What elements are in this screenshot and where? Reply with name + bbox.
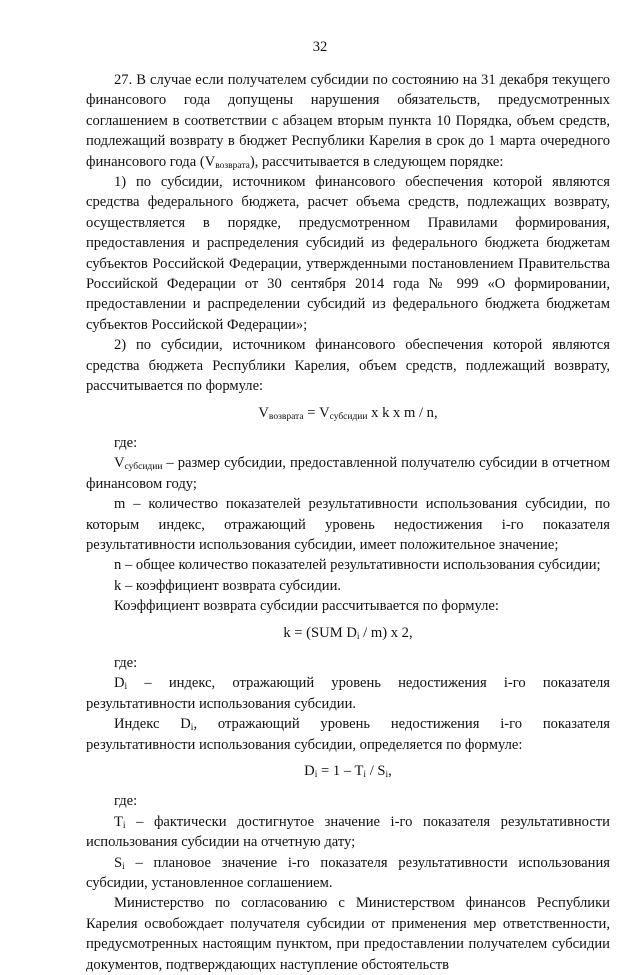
definition-t: $T_i$ – фактически достигнутое значение i-го показателя результативности использования субсидии на отчетную дату; bbox=[86, 813, 610, 851]
definition-s: $S_i$ – плановое значение i-го показателя результативности использования субсидии, установленное соглашением. bbox=[86, 854, 610, 892]
formula-d: $D_i = 1 - T_i / S_i$, bbox=[304, 763, 392, 780]
ministry-paragraph: Министерство по согласованию с Министерством финансов Республики Карелия освобождает получателя субсидии от применения мер ответственности, предусмотренных настоящим пунктом, при предоставлении получателем субсидии документов, подтверждающих наступление обстоятельств bbox=[86, 895, 610, 973]
definition-d: $D_i$ – индекс, отражающий уровень недостижения i-го показателя результативности использования субсидии. bbox=[86, 675, 610, 712]
where-label-2: где: bbox=[114, 654, 138, 671]
document-body bbox=[86, 70, 610, 975]
definition-v-subsidy: $V_{субсидии}$ – размер субсидии, предоставленной получателю субсидии в отчетном финансовом году; bbox=[86, 455, 610, 492]
list-item-2: 2) по субсидии, источником финансового обеспечения которой являются средства бюджета Республики Карелия, объем средств, подлежащий возврату, рассчитывается по формуле: bbox=[86, 337, 610, 395]
k-intro: Коэффициент возврата субсидии рассчитывается по формуле: bbox=[114, 598, 499, 615]
formula-return-volume: $V_{возврата} = V_{субсидии}$ x k x m / n, bbox=[258, 404, 438, 422]
definition-n: n – общее количество показателей результативности использования субсидии; bbox=[114, 557, 601, 574]
page-number: 32 bbox=[312, 39, 328, 55]
formula-k: k = (SUM $D_i / m$) x 2, bbox=[283, 624, 413, 642]
definition-m: m – количество показателей результативности использования субсидии, по которым индекс, отражающий уровень недостижения i-го показателя результативности использования субсидии, имеет положительное значение; bbox=[86, 496, 610, 553]
where-label-3: где: bbox=[114, 793, 138, 810]
index-d-intro: Индекс $D_i$, отражающий уровень недостижения i-го показателя результативности использования субсидии, определяется по формуле: bbox=[86, 716, 610, 753]
definition-k: k – коэффициент возврата субсидии. bbox=[114, 577, 342, 594]
where-label-1: где: bbox=[114, 434, 138, 451]
list-item-1: 1) по субсидии, источником финансового обеспечения которой являются средства федерального бюджета, расчет объема средств, подлежащих возврату, осуществляется в порядке, предусмотренном Правилами формирования, предоставления и распределения субсидий из федерального бюджета бюджетам субъектов Российской Федерации, утвержденными постановлением Правительства Российской Федерации от 30 сентября 2014 года № 999 «О формировании, предоставлении и распределении субсидий из федерального бюджета бюджетам субъектов Российской Федерации»; bbox=[86, 174, 610, 333]
paragraph-27: 27. В случае если получателем субсидии по состоянию на 31 декабря текущего финансового года допущены нарушения обязательств, предусмотренных соглашением в соответствии с абзацем вторым пункта 10 Порядка, объем средств, подлежащий возврату в бюджет Республики Карелия в срок до 1 марта очередного финансового года $(V_{возврата})$, рассчитывается в следующем порядке: bbox=[86, 72, 610, 171]
